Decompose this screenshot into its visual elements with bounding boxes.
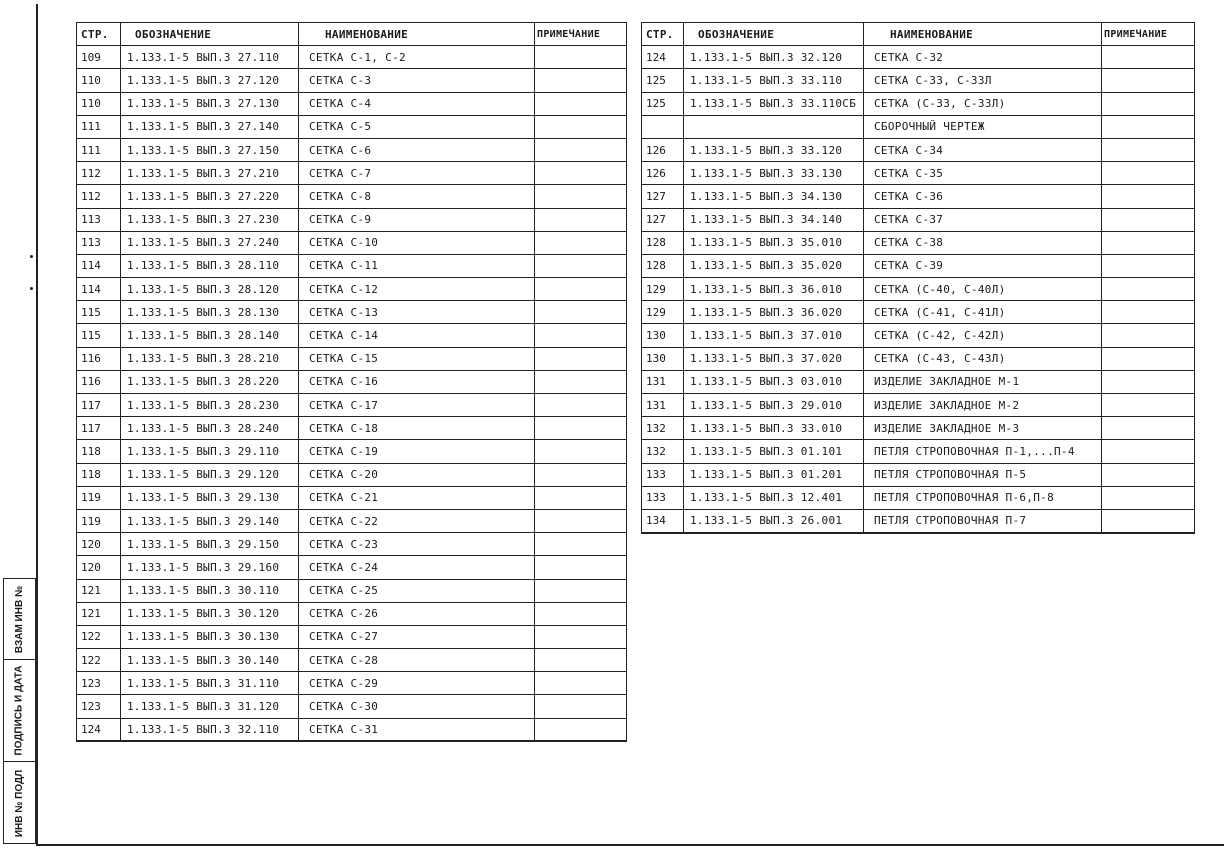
name-cell: СЕТКА С-1, С-2 [299, 46, 535, 69]
note-cell [535, 162, 627, 185]
name-cell: СЕТКА (С-33, С-33Л) [864, 92, 1102, 115]
name-cell: СЕТКА С-36 [864, 185, 1102, 208]
name-cell: СЕТКА С-39 [864, 254, 1102, 277]
page-cell: 124 [642, 46, 684, 69]
stamp-replacement-label: ВЗАМ ИНВ № [14, 585, 25, 653]
name-cell: СЕТКА С-28 [299, 649, 535, 672]
page-cell: 120 [77, 556, 121, 579]
table-row [642, 324, 1195, 347]
header-note: ПРИМЕЧАНИЕ [535, 23, 627, 46]
code-cell: 1.133.1-5 ВЫП.3 36.020 [684, 301, 864, 324]
note-cell [1102, 92, 1195, 115]
table-row [77, 695, 627, 718]
code-cell: 1.133.1-5 ВЫП.3 27.220 [121, 185, 299, 208]
page-cell: 115 [77, 301, 121, 324]
name-cell: ПЕТЛЯ СТРОПОВОЧНАЯ П-1,...П-4 [864, 440, 1102, 463]
table-row [77, 347, 627, 370]
table-row [642, 208, 1195, 231]
spec-table-left-body [77, 46, 627, 742]
name-cell: СЕТКА С-27 [299, 625, 535, 648]
table-header-row [77, 23, 627, 46]
name-cell: СБОРОЧНЫЙ ЧЕРТЕЖ [864, 115, 1102, 138]
note-cell [535, 370, 627, 393]
header-note: ПРИМЕЧАНИЕ [1102, 23, 1195, 46]
page-cell: 134 [642, 509, 684, 532]
note-cell [535, 602, 627, 625]
name-cell: ИЗДЕЛИЕ ЗАКЛАДНОЕ М-3 [864, 417, 1102, 440]
code-cell: 1.133.1-5 ВЫП.3 34.140 [684, 208, 864, 231]
note-cell [535, 695, 627, 718]
table-row [642, 231, 1195, 254]
note-cell [1102, 185, 1195, 208]
note-cell [535, 625, 627, 648]
name-cell: СЕТКА (С-40, С-40Л) [864, 278, 1102, 301]
name-cell: СЕТКА С-13 [299, 301, 535, 324]
name-cell: СЕТКА С-6 [299, 138, 535, 161]
table-row [77, 185, 627, 208]
name-cell: СЕТКА С-15 [299, 347, 535, 370]
table-row [77, 509, 627, 532]
code-cell: 1.133.1-5 ВЫП.3 27.130 [121, 92, 299, 115]
name-cell: СЕТКА С-3 [299, 69, 535, 92]
code-cell: 1.133.1-5 ВЫП.3 01.201 [684, 463, 864, 486]
page-cell: 130 [642, 347, 684, 370]
code-cell: 1.133.1-5 ВЫП.3 33.120 [684, 138, 864, 161]
table-row [77, 533, 627, 556]
note-cell [535, 440, 627, 463]
name-cell: ПЕТЛЯ СТРОПОВОЧНАЯ П-5 [864, 463, 1102, 486]
note-cell [535, 394, 627, 417]
table-row [642, 509, 1195, 532]
code-cell: 1.133.1-5 ВЫП.3 34.130 [684, 185, 864, 208]
page-cell: 118 [77, 463, 121, 486]
page-cell: 119 [77, 509, 121, 532]
table-row [642, 370, 1195, 393]
page-cell: 123 [77, 695, 121, 718]
table-row [77, 278, 627, 301]
table-row [77, 254, 627, 277]
header-name: НАИМЕНОВАНИЕ [864, 23, 1102, 46]
note-cell [1102, 417, 1195, 440]
header-code: ОБОЗНАЧЕНИЕ [121, 23, 299, 46]
name-cell: ИЗДЕЛИЕ ЗАКЛАДНОЕ М-2 [864, 394, 1102, 417]
name-cell: СЕТКА (С-42, С-42Л) [864, 324, 1102, 347]
note-cell [1102, 278, 1195, 301]
stamp-cell-replacement [4, 579, 35, 659]
page-cell: 125 [642, 69, 684, 92]
note-cell [1102, 254, 1195, 277]
table-row [77, 324, 627, 347]
name-cell: СЕТКА С-8 [299, 185, 535, 208]
note-cell [1102, 440, 1195, 463]
page-cell: 128 [642, 254, 684, 277]
page-cell: 122 [77, 649, 121, 672]
table-row [77, 115, 627, 138]
name-cell: СЕТКА С-18 [299, 417, 535, 440]
page-cell: 121 [77, 579, 121, 602]
page-cell: 115 [77, 324, 121, 347]
code-cell: 1.133.1-5 ВЫП.3 32.110 [121, 718, 299, 741]
code-cell: 1.133.1-5 ВЫП.3 33.110 [684, 69, 864, 92]
name-cell: СЕТКА С-22 [299, 509, 535, 532]
code-cell: 1.133.1-5 ВЫП.3 29.110 [121, 440, 299, 463]
header-page: СТР. [77, 23, 121, 46]
page-cell: 123 [77, 672, 121, 695]
page-cell: 118 [77, 440, 121, 463]
note-cell [1102, 69, 1195, 92]
note-cell [535, 278, 627, 301]
spec-table-left [76, 22, 627, 742]
page-cell [642, 115, 684, 138]
code-cell: 1.133.1-5 ВЫП.3 29.140 [121, 509, 299, 532]
note-cell [1102, 162, 1195, 185]
code-cell: 1.133.1-5 ВЫП.3 28.220 [121, 370, 299, 393]
note-cell [1102, 208, 1195, 231]
note-cell [1102, 509, 1195, 532]
table-row [77, 556, 627, 579]
table-header-row [642, 23, 1195, 46]
name-cell: СЕТКА С-29 [299, 672, 535, 695]
note-cell [1102, 463, 1195, 486]
note-cell [535, 649, 627, 672]
page-cell: 127 [642, 208, 684, 231]
page-cell: 131 [642, 370, 684, 393]
code-cell: 1.133.1-5 ВЫП.3 33.110СБ [684, 92, 864, 115]
table-row [642, 254, 1195, 277]
page-cell: 119 [77, 486, 121, 509]
page-cell: 128 [642, 231, 684, 254]
table-row [77, 301, 627, 324]
name-cell: СЕТКА С-10 [299, 231, 535, 254]
page-cell: 113 [77, 231, 121, 254]
table-row [642, 486, 1195, 509]
code-cell: 1.133.1-5 ВЫП.3 29.160 [121, 556, 299, 579]
table-row [77, 672, 627, 695]
page-cell: 126 [642, 162, 684, 185]
name-cell: СЕТКА С-20 [299, 463, 535, 486]
table-row [77, 602, 627, 625]
name-cell: СЕТКА С-26 [299, 602, 535, 625]
name-cell: СЕТКА С-33, С-33Л [864, 69, 1102, 92]
name-cell: СЕТКА С-5 [299, 115, 535, 138]
code-cell: 1.133.1-5 ВЫП.3 03.010 [684, 370, 864, 393]
header-code: ОБОЗНАЧЕНИЕ [684, 23, 864, 46]
table-row [77, 649, 627, 672]
stamp-inventory-label: ИНВ № ПОДЛ [14, 769, 25, 838]
page-cell: 111 [77, 115, 121, 138]
note-cell [1102, 301, 1195, 324]
page-cell: 132 [642, 417, 684, 440]
page-cell: 112 [77, 162, 121, 185]
name-cell: СЕТКА С-16 [299, 370, 535, 393]
page-cell: 121 [77, 602, 121, 625]
page-cell: 131 [642, 394, 684, 417]
page-cell: 129 [642, 278, 684, 301]
note-cell [1102, 347, 1195, 370]
code-cell: 1.133.1-5 ВЫП.3 12.401 [684, 486, 864, 509]
code-cell: 1.133.1-5 ВЫП.3 28.230 [121, 394, 299, 417]
name-cell: СЕТКА С-11 [299, 254, 535, 277]
name-cell: ПЕТЛЯ СТРОПОВОЧНАЯ П-7 [864, 509, 1102, 532]
table-row [77, 162, 627, 185]
name-cell: ИЗДЕЛИЕ ЗАКЛАДНОЕ М-1 [864, 370, 1102, 393]
table-row [77, 92, 627, 115]
page-cell: 116 [77, 370, 121, 393]
page-cell: 114 [77, 278, 121, 301]
stamp-cell-signature [4, 659, 35, 761]
code-cell: 1.133.1-5 ВЫП.3 28.120 [121, 278, 299, 301]
name-cell: СЕТКА (С-43, С-43Л) [864, 347, 1102, 370]
table-row [77, 718, 627, 741]
code-cell: 1.133.1-5 ВЫП.3 27.240 [121, 231, 299, 254]
table-row [77, 208, 627, 231]
name-cell: СЕТКА С-14 [299, 324, 535, 347]
note-cell [535, 46, 627, 69]
name-cell: СЕТКА С-21 [299, 486, 535, 509]
note-cell [535, 486, 627, 509]
code-cell: 1.133.1-5 ВЫП.3 35.020 [684, 254, 864, 277]
page-cell: 129 [642, 301, 684, 324]
table-row [77, 625, 627, 648]
table-row [642, 301, 1195, 324]
margin-dot [30, 255, 33, 258]
name-cell: СЕТКА С-12 [299, 278, 535, 301]
note-cell [535, 463, 627, 486]
code-cell: 1.133.1-5 ВЫП.3 28.210 [121, 347, 299, 370]
note-cell [535, 556, 627, 579]
name-cell: СЕТКА С-9 [299, 208, 535, 231]
note-cell [535, 231, 627, 254]
header-page: СТР. [642, 23, 684, 46]
page-cell: 125 [642, 92, 684, 115]
table-row [77, 46, 627, 69]
code-cell: 1.133.1-5 ВЫП.3 28.110 [121, 254, 299, 277]
note-cell [535, 718, 627, 741]
code-cell: 1.133.1-5 ВЫП.3 35.010 [684, 231, 864, 254]
code-cell: 1.133.1-5 ВЫП.3 29.130 [121, 486, 299, 509]
table-row [642, 46, 1195, 69]
name-cell: СЕТКА С-4 [299, 92, 535, 115]
table-row [642, 69, 1195, 92]
code-cell: 1.133.1-5 ВЫП.3 01.101 [684, 440, 864, 463]
code-cell: 1.133.1-5 ВЫП.3 29.120 [121, 463, 299, 486]
note-cell [1102, 138, 1195, 161]
name-cell: СЕТКА С-32 [864, 46, 1102, 69]
name-cell: СЕТКА С-25 [299, 579, 535, 602]
page-cell: 132 [642, 440, 684, 463]
code-cell: 1.133.1-5 ВЫП.3 31.110 [121, 672, 299, 695]
note-cell [535, 347, 627, 370]
note-cell [535, 92, 627, 115]
code-cell: 1.133.1-5 ВЫП.3 29.010 [684, 394, 864, 417]
table-row [642, 394, 1195, 417]
code-cell: 1.133.1-5 ВЫП.3 28.240 [121, 417, 299, 440]
table-row [642, 463, 1195, 486]
name-cell: ПЕТЛЯ СТРОПОВОЧНАЯ П-6,П-8 [864, 486, 1102, 509]
spec-table-right-body [642, 46, 1195, 533]
table-row [77, 417, 627, 440]
table-row [77, 370, 627, 393]
table-row [642, 440, 1195, 463]
note-cell [1102, 231, 1195, 254]
note-cell [1102, 394, 1195, 417]
name-cell: СЕТКА С-19 [299, 440, 535, 463]
margin-dot [30, 287, 33, 290]
page-cell: 133 [642, 463, 684, 486]
code-cell: 1.133.1-5 ВЫП.3 28.130 [121, 301, 299, 324]
page-cell: 113 [77, 208, 121, 231]
note-cell [1102, 324, 1195, 347]
table-row [77, 394, 627, 417]
note-cell [535, 69, 627, 92]
code-cell: 1.133.1-5 ВЫП.3 27.210 [121, 162, 299, 185]
note-cell [1102, 115, 1195, 138]
name-cell: СЕТКА С-35 [864, 162, 1102, 185]
page-cell: 114 [77, 254, 121, 277]
table-row [642, 185, 1195, 208]
code-cell: 1.133.1-5 ВЫП.3 30.130 [121, 625, 299, 648]
spec-table-right [641, 22, 1195, 534]
page-cell: 109 [77, 46, 121, 69]
code-cell: 1.133.1-5 ВЫП.3 27.120 [121, 69, 299, 92]
side-stamp [3, 578, 36, 844]
code-cell: 1.133.1-5 ВЫП.3 30.140 [121, 649, 299, 672]
page-cell: 116 [77, 347, 121, 370]
table-row [642, 162, 1195, 185]
code-cell: 1.133.1-5 ВЫП.3 27.110 [121, 46, 299, 69]
note-cell [535, 138, 627, 161]
stamp-cell-inventory [4, 761, 35, 845]
page-cell: 130 [642, 324, 684, 347]
name-cell: СЕТКА С-38 [864, 231, 1102, 254]
page-cell: 111 [77, 138, 121, 161]
note-cell [535, 579, 627, 602]
code-cell: 1.133.1-5 ВЫП.3 37.010 [684, 324, 864, 347]
page-cell: 110 [77, 92, 121, 115]
note-cell [535, 509, 627, 532]
table-row [77, 579, 627, 602]
code-cell: 1.133.1-5 ВЫП.3 31.120 [121, 695, 299, 718]
page-cell: 112 [77, 185, 121, 208]
page-cell: 120 [77, 533, 121, 556]
code-cell: 1.133.1-5 ВЫП.3 29.150 [121, 533, 299, 556]
name-cell: СЕТКА С-30 [299, 695, 535, 718]
table-row [77, 486, 627, 509]
table-row [642, 115, 1195, 138]
code-cell: 1.133.1-5 ВЫП.3 27.140 [121, 115, 299, 138]
name-cell: СЕТКА С-37 [864, 208, 1102, 231]
page-cell: 122 [77, 625, 121, 648]
note-cell [1102, 46, 1195, 69]
page-cell: 110 [77, 69, 121, 92]
code-cell: 1.133.1-5 ВЫП.3 33.010 [684, 417, 864, 440]
note-cell [535, 672, 627, 695]
table-row [642, 278, 1195, 301]
page-cell: 133 [642, 486, 684, 509]
page-cell: 127 [642, 185, 684, 208]
table-row [77, 463, 627, 486]
note-cell [1102, 370, 1195, 393]
note-cell [535, 208, 627, 231]
name-cell: СЕТКА С-7 [299, 162, 535, 185]
table-row [77, 440, 627, 463]
note-cell [1102, 486, 1195, 509]
code-cell: 1.133.1-5 ВЫП.3 26.001 [684, 509, 864, 532]
code-cell: 1.133.1-5 ВЫП.3 32.120 [684, 46, 864, 69]
stamp-signature-label: ПОДПИСЬ И ДАТА [14, 665, 26, 756]
name-cell: СЕТКА (С-41, С-41Л) [864, 301, 1102, 324]
note-cell [535, 533, 627, 556]
note-cell [535, 301, 627, 324]
page-cell: 117 [77, 417, 121, 440]
header-name: НАИМЕНОВАНИЕ [299, 23, 535, 46]
name-cell: СЕТКА С-31 [299, 718, 535, 741]
code-cell: 1.133.1-5 ВЫП.3 27.230 [121, 208, 299, 231]
table-row [77, 231, 627, 254]
note-cell [535, 324, 627, 347]
code-cell: 1.133.1-5 ВЫП.3 28.140 [121, 324, 299, 347]
table-row [642, 347, 1195, 370]
page-cell: 117 [77, 394, 121, 417]
note-cell [535, 254, 627, 277]
page-cell: 126 [642, 138, 684, 161]
table-row [642, 92, 1195, 115]
table-row [642, 138, 1195, 161]
table-row [77, 138, 627, 161]
code-cell: 1.133.1-5 ВЫП.3 37.020 [684, 347, 864, 370]
code-cell [684, 115, 864, 138]
code-cell: 1.133.1-5 ВЫП.3 30.120 [121, 602, 299, 625]
name-cell: СЕТКА С-23 [299, 533, 535, 556]
name-cell: СЕТКА С-34 [864, 138, 1102, 161]
code-cell: 1.133.1-5 ВЫП.3 33.130 [684, 162, 864, 185]
table-row [77, 69, 627, 92]
code-cell: 1.133.1-5 ВЫП.3 27.150 [121, 138, 299, 161]
name-cell: СЕТКА С-17 [299, 394, 535, 417]
note-cell [535, 185, 627, 208]
code-cell: 1.133.1-5 ВЫП.3 30.110 [121, 579, 299, 602]
code-cell: 1.133.1-5 ВЫП.3 36.010 [684, 278, 864, 301]
name-cell: СЕТКА С-24 [299, 556, 535, 579]
note-cell [535, 115, 627, 138]
table-row [642, 417, 1195, 440]
note-cell [535, 417, 627, 440]
page-cell: 124 [77, 718, 121, 741]
